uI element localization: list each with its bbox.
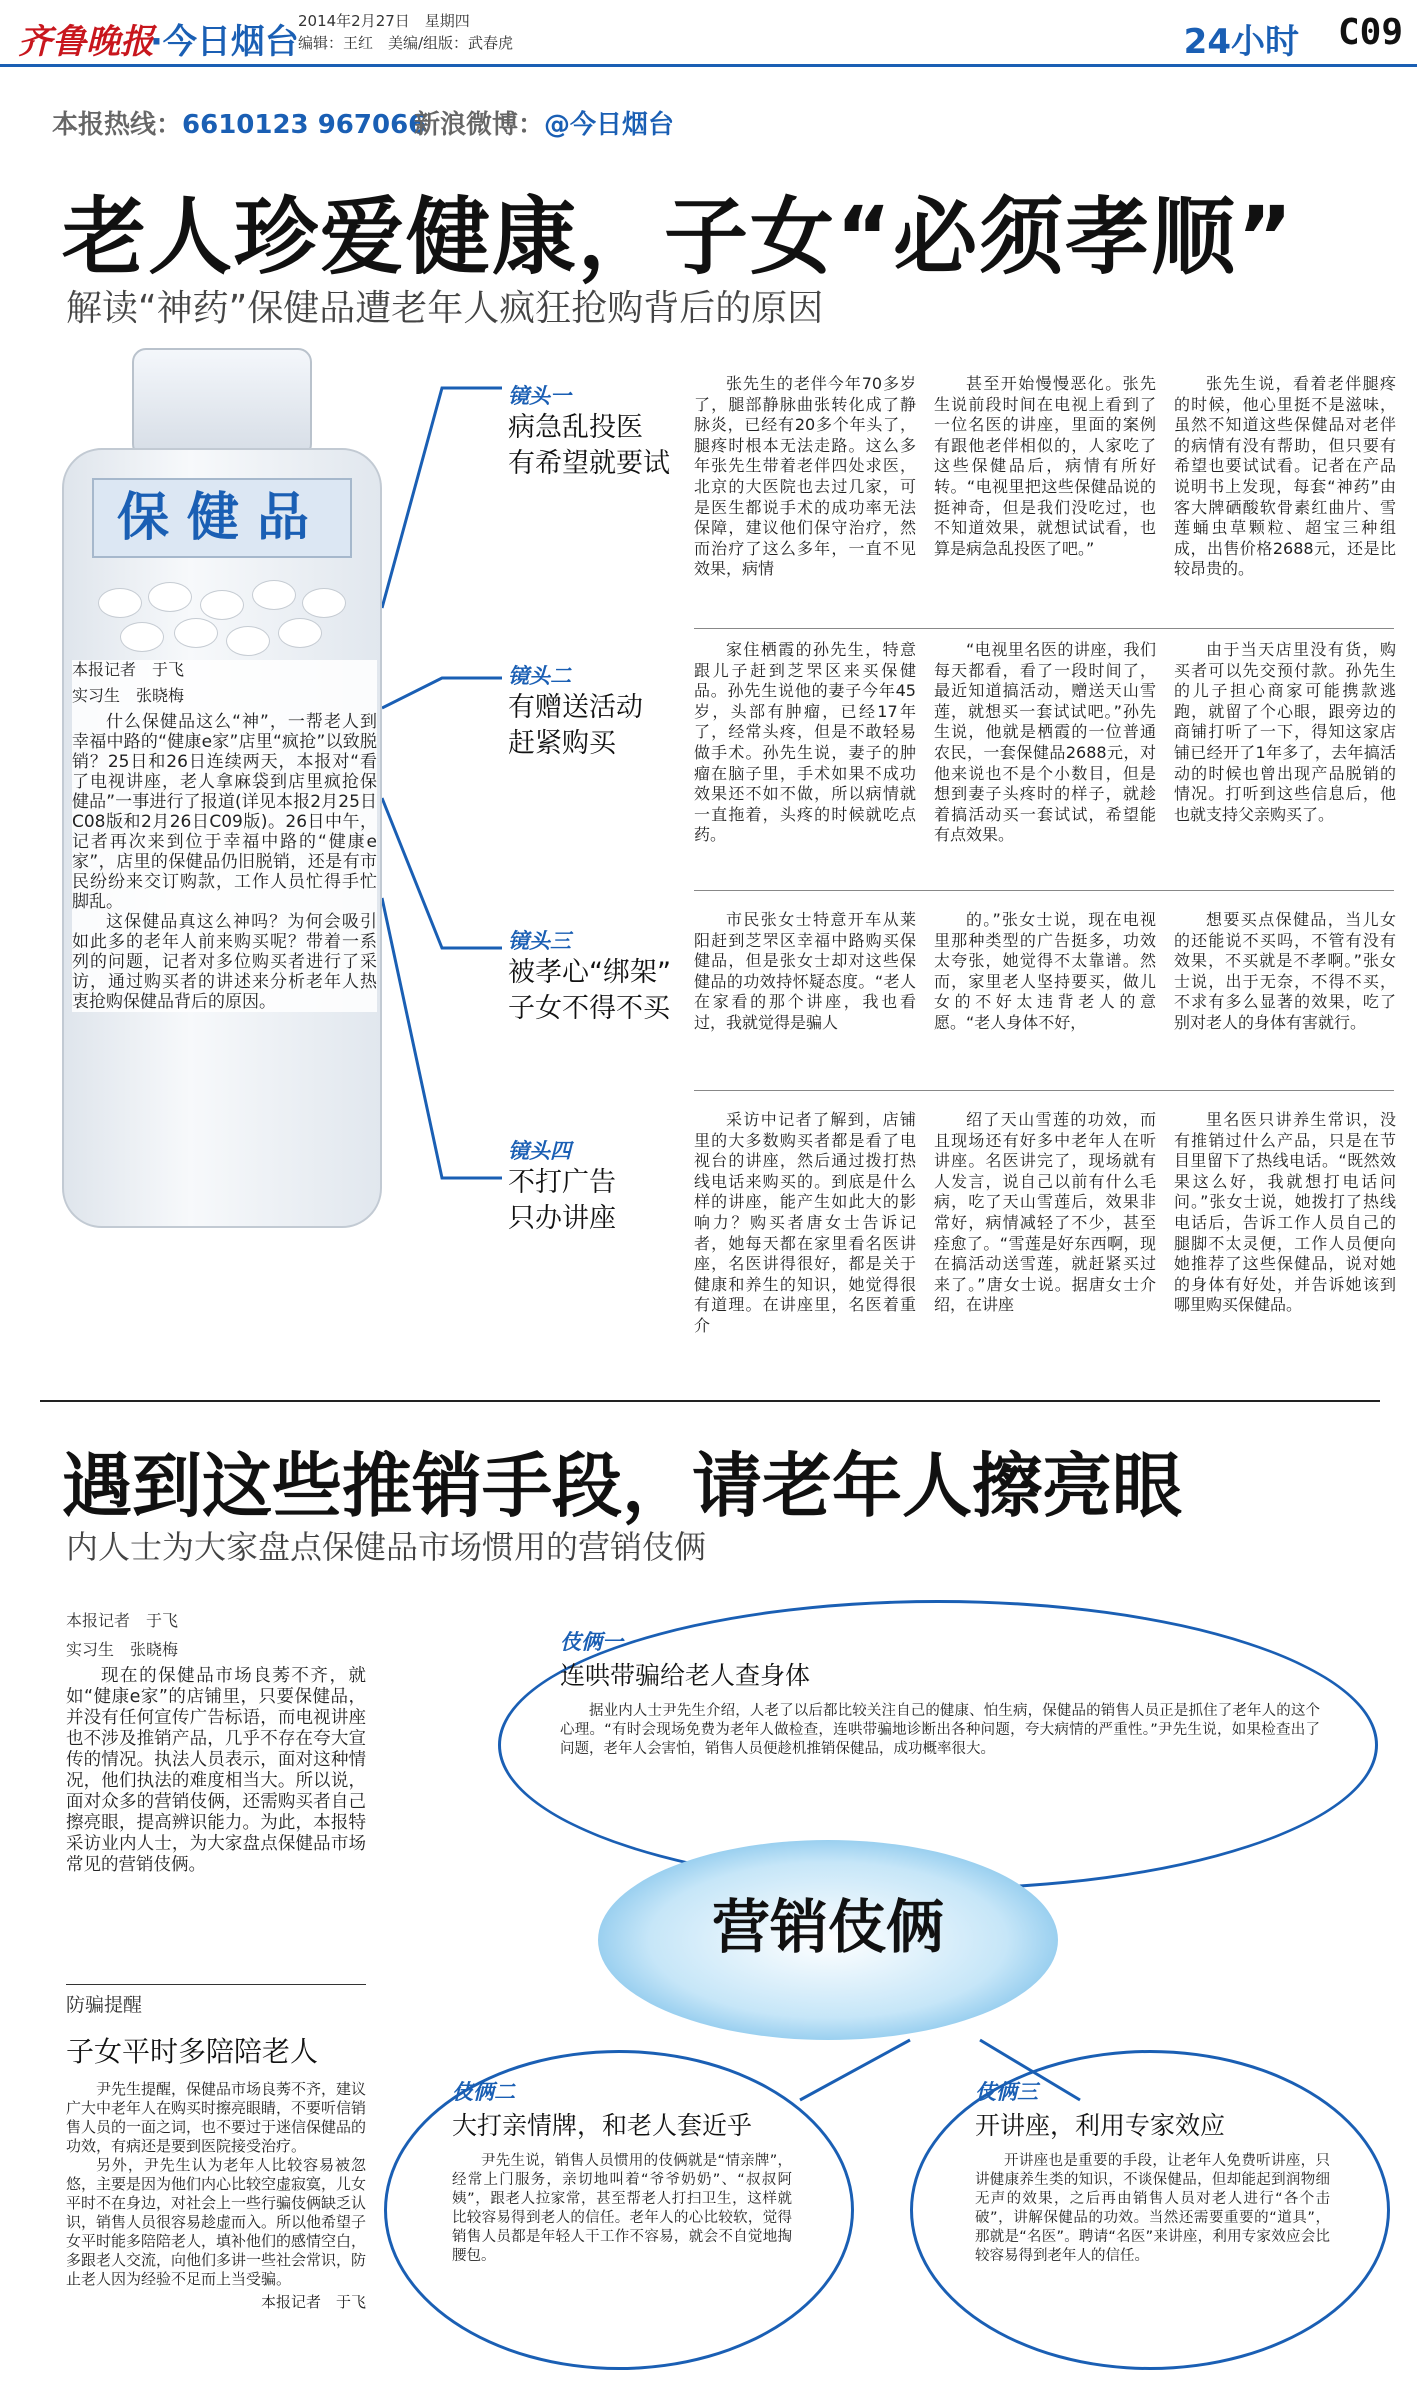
- shot-line: 子女不得不买: [508, 993, 670, 1024]
- shot-tag: 镜头一: [508, 384, 571, 408]
- tip-body: [66, 2080, 366, 2312]
- tip-signature: 本报记者 于飞: [260, 2293, 366, 2311]
- bottle-cap: [132, 348, 312, 458]
- shot-4-heading: [508, 1135, 688, 1237]
- connector-line: [382, 678, 502, 708]
- weibo-handle: @今日烟台: [544, 110, 675, 140]
- row-divider: [694, 628, 1394, 629]
- center-title: 营销伎俩: [711, 1893, 944, 1961]
- story2-headline: 遇到这些推销手段，请老年人擦亮眼: [62, 1445, 1182, 1527]
- shot-3-col-3: [1174, 910, 1396, 1034]
- shot-3-col-1: [694, 910, 916, 1034]
- shot-1-heading: [508, 380, 688, 482]
- row-divider: [694, 1090, 1394, 1091]
- story2-intro: [66, 1608, 366, 1876]
- column-text: 张先生的老伴今年70多岁了，腿部静脉曲张转化成了静脉炎，已经有20多个年头了，腿疼时根本无法走路。这么多年张先生带着老伴四处求医，北京的大医院也去过几家，可是医生都说手术的成功率无法保障，建议他们保守治疗，然而治疗了这么多年，一直不见效果，病情: [694, 374, 916, 579]
- intro-paragraph: 什么保健品这么“神”，一帮老人到幸福中路的“健康e家”店里“疯抢”以致脱销？25日和26日连续两天，本报对“看了电视讲座，老人拿麻袋到店里疯抢保健品”一事进行了报道(详见本报2月25日C08版和2月26日C09版)。26日中午，记者再次来到位于幸福中路的“健康e家”，店里的保健品仍旧脱销，还是有市民纷纷来交订购款，工作人员忙得手忙脚乱。: [72, 712, 377, 912]
- shot-2-col-1: [694, 640, 916, 846]
- tip-headline: 子女平时多陪陪老人: [66, 2035, 319, 2068]
- shot-tag: 镜头三: [508, 929, 571, 953]
- story1-subhead: 解读“神药”保健品遭老年人疯狂抢购背后的原因: [66, 288, 824, 329]
- column-text: 家住栖霞的孙先生，特意跟儿子赶到芝罘区来买保健品。孙先生说他的妻子今年45岁，头部有肿瘤，已经17年了，经常头疼，但是不敢轻易做手术。孙先生说，妻子的肿瘤在脑子里，手术如果不成功效果还不如不做，所以病情就一直拖着，头疼的时候就吃点药。: [694, 640, 916, 845]
- column-text: 采访中记者了解到，店铺里的大多数购买者都是看了电视台的讲座，然后通过拨打热线电话来购买的。到底是什么样的讲座，能产生如此大的影响力？购买者唐女士告诉记者，她每天都在家里看名医讲座，名医讲得很好，都是关于健康和养生的知识，她觉得很有道理。在讲座里，名医着重介: [694, 1110, 916, 1335]
- shot-line: 有赠送活动: [508, 692, 643, 723]
- tactic-body: 据业内人士尹先生介绍，人老了以后都比较关注自己的健康、怕生病，保健品的销售人员正是抓住了老年人的这个心理。“有时会现场免费为老年人做检查，连哄带骗地诊断出各种问题，夸大病情的严重性。”尹先生说，如果检查出了问题，老年人会害怕，销售人员便趁机推销保健品，成功概率很大。: [560, 1703, 1320, 1757]
- column-text: 想要买点保健品，当儿女的还能说不买吗，不管有没有效果，不买就是不孝啊。”张女士说，出于无奈，不得不买，不求有多么显著的效果，吃了别对老人的身体有害就行。: [1174, 910, 1396, 1032]
- newspaper-name: 齐鲁晚报: [18, 22, 154, 62]
- row-divider: [694, 890, 1394, 891]
- shot-line: 有希望就要试: [508, 448, 670, 479]
- connector-line: [382, 798, 502, 948]
- shot-3-heading: [508, 925, 698, 1027]
- section-tag: 24小时: [1183, 22, 1299, 62]
- column-text: 甚至开始慢慢恶化。张先生说前段时间在电视上看到了一位名医的讲座，里面的案例有跟他老伴相似的，人家吃了这些保健品后，病情有所好转。“电视里把这些保健品说的挺神奇，但是我们没吃过，也不知道效果，就想试试看，也算是病急乱投医了吧。”: [934, 374, 1156, 558]
- tactic-tag: 伎俩一: [560, 1630, 623, 1654]
- connector-line: [382, 388, 502, 608]
- shot-line: 病急乱投医: [508, 412, 643, 443]
- byline-reporter: 本报记者 于飞: [66, 1611, 179, 1630]
- weibo: [414, 104, 674, 141]
- tip-paragraph: 尹先生提醒，保健品市场良莠不齐，建议广大中老年人在购买时擦亮眼睛，不要听信销售人员的一面之词，也不要过于迷信保健品的功效，有病还是要到医院接受治疗。: [66, 2080, 367, 2155]
- tactic-2: [452, 2076, 792, 2266]
- byline-intern: 实习生 张晓梅: [72, 686, 185, 705]
- connector-line: [800, 2040, 910, 2100]
- story1-headline: 老人珍爱健康，子女“必须孝顺”: [62, 188, 1295, 286]
- shot-1-col-3: [1174, 374, 1396, 580]
- column-text: 市民张女士特意开车从莱阳赶到芝罘区幸福中路购买保健品，但是张女士却对这些保健品的功效持怀疑态度。“老人在家看的那个讲座，我也看过，我就觉得是骗人: [694, 910, 916, 1032]
- tip-paragraph: 另外，尹先生认为老年人比较容易被忽悠，主要是因为他们内心比较空虚寂寞，儿女平时不在身边，对社会上一些行骗伎俩缺乏认识，销售人员很容易趁虚而入。所以他希望子女平时能多陪陪老人，填补他们的感情空白，多跟老人交流，向他们多讲一些社会常识，防止老人因为经验不足而上当受骗。: [66, 2156, 367, 2288]
- shot-1-col-2: [934, 374, 1156, 559]
- shot-line: 不打广告: [508, 1167, 616, 1198]
- column-text: 张先生说，看着老伴腿疼的时候，他心里挺不是滋味，虽然不知道这些保健品对老伴的病情有没有帮助，但只要有希望也要试试看。记者在产品说明书上发现，每套“神药”由客大牌硒酸软骨素红曲片、雪莲蛹虫草颗粒、超宝三种组成，出售价格2688元，还是比较昂贵的。: [1174, 374, 1396, 579]
- tactic-3: [975, 2076, 1330, 2266]
- shot-tag: 镜头四: [508, 1139, 571, 1163]
- weibo-label: 新浪微博：: [414, 110, 545, 140]
- byline-reporter: 本报记者 于飞: [72, 660, 185, 679]
- shot-3-col-2: [934, 910, 1156, 1034]
- tactic-tag: 伎俩二: [452, 2080, 515, 2104]
- page-number: C09: [1337, 12, 1403, 53]
- editors-line: 编辑：王红 美编/组版：武春虎: [298, 34, 514, 52]
- column-text: “电视里名医的讲座，我们每天都看，看了一段时间了，最近知道搞活动，赠送天山雪莲，就想买一套试试吧。”孙先生说，他就是栖霞的一位普通农民，一套保健品2688元，对他来说也不是个小数目，但是想到妻子头疼时的样子，就趁着搞活动买一套试试，希望能有点效果。: [934, 640, 1156, 845]
- shot-connectors: [382, 378, 512, 1258]
- bottle-label-text: 保健品: [116, 488, 327, 548]
- column-text: 里名医只讲养生常识，没有推销过什么产品，只是在节目里留下了热线电话。“既然效果这么好，我就想打电话问问。”张女士说，她拨打了热线电话后，告诉工作人员自己的腿脚不太灵便，工作人员便向她推荐了这些保健品，说对她的身体有好处，并告诉她该到哪里购买保健品。: [1174, 1110, 1396, 1315]
- shot-line: 赶紧购买: [508, 728, 616, 759]
- shot-line: 只办讲座: [508, 1203, 616, 1234]
- tactic-headline: 大打亲情牌，和老人套近乎: [452, 2111, 753, 2140]
- shot-2-col-2: [934, 640, 1156, 846]
- shot-1-col-1: [694, 374, 916, 580]
- column-text: 由于当天店里没有货，购买者可以先交预付款。孙先生的儿子担心商家可能携款逃跑，就留了个心眼，跟旁边的商铺打听了一下，得知这家店铺已经开了1年多了，去年搞活动的时候也曾出现产品脱销的情况。打听到这些信息后，他也就支持父亲购买了。: [1174, 640, 1396, 824]
- column-text: 的。”张女士说，现在电视里那种类型的广告挺多，功效太夸张，她觉得不太靠谱。然而，家里老人坚持要买，做儿女的不好太违背老人的意愿。“老人身体不好，: [934, 910, 1156, 1032]
- tactic-1: [560, 1626, 1320, 1759]
- masthead-rule: [0, 64, 1417, 67]
- byline-intern: 实习生 张晓梅: [66, 1640, 179, 1659]
- shot-tag: 镜头二: [508, 664, 571, 688]
- tip-tag: 防骗提醒: [66, 1994, 143, 2016]
- tactic-body: 尹先生说，销售人员惯用的伎俩就是“情亲牌”，经常上门服务，亲切地叫着“爷爷奶奶”、“叔叔阿姨”，跟老人拉家常，甚至帮老人打扫卫生，这样就比较容易得到老人的信任。老年人的心比较软，觉得销售人员都是年轻人干工作不容易，就会不自觉地掏腰包。: [452, 2153, 792, 2264]
- shot-line: 被孝心“绑架”: [508, 957, 671, 988]
- section-name: ·今日烟台: [150, 22, 299, 62]
- hotline-label: 本报热线：: [52, 110, 183, 140]
- shot-4-col-3: [1174, 1110, 1396, 1316]
- shot-2-col-3: [1174, 640, 1396, 825]
- section-divider: [40, 1400, 1380, 1402]
- shot-4-col-2: [934, 1110, 1156, 1316]
- column-text: 绍了天山雪莲的功效，而且现场还有好多中老年人在听讲座。名医讲完了，现场就有人发言，说自己以前有什么毛病，吃了天山雪莲后，效果非常好，病情减轻了不少，甚至痊愈了。“雪莲是好东西啊，现在搞活动送雪莲，就赶紧买过来了。”唐女士说。据唐女士介绍，在讲座: [934, 1110, 1156, 1315]
- shot-2-heading: [508, 660, 688, 762]
- story1-intro: [72, 660, 377, 1012]
- intro-paragraph: 这保健品真这么神吗？为何会吸引如此多的老年人前来购买呢？带着一系列的问题，记者对多位购买者进行了采访，通过购买者的讲述来分析老年人热衷抢购保健品背后的原因。: [72, 912, 377, 1012]
- hotline: [52, 104, 426, 141]
- tactic-tag: 伎俩三: [975, 2080, 1038, 2104]
- tip-rule: [66, 1984, 366, 1985]
- tactic-headline: 开讲座，利用专家效应: [975, 2111, 1226, 2140]
- connector-line: [382, 898, 502, 1178]
- story2-subhead: 内人士为大家盘点保健品市场惯用的营销伎俩: [66, 1528, 707, 1566]
- tactic-headline: 连哄带骗给老人查身体: [560, 1661, 811, 1690]
- hotline-numbers: 6610123 967066: [182, 110, 427, 140]
- shot-4-col-1: [694, 1110, 916, 1337]
- dateline: 2014年2月27日 星期四: [298, 12, 470, 30]
- intro-paragraph: 现在的保健品市场良莠不齐，就如“健康e家”的店铺里，只要保健品，并没有任何宣传广告标语，而电视讲座也不涉及推销产品，几乎不存在夸大宣传的情况。执法人员表示，面对这种情况，他们执法的难度相当大。所以说，面对众多的营销伎俩，还需购买者自己擦亮眼，提高辨识能力。为此，本报特采访业内人士，为大家盘点保健品市场常见的营销伎俩。: [66, 1666, 366, 1875]
- tactic-body: 开讲座也是重要的手段，让老年人免费听讲座，只讲健康养生类的知识，不谈保健品，但却能起到润物细无声的效果，之后再由销售人员对老人进行“各个击破”，讲解保健品的功效。当然还需要重要的“道具”，那就是“名医”。聘请“名医”来讲座，利用专家效应会比较容易得到老年人的信任。: [975, 2153, 1330, 2264]
